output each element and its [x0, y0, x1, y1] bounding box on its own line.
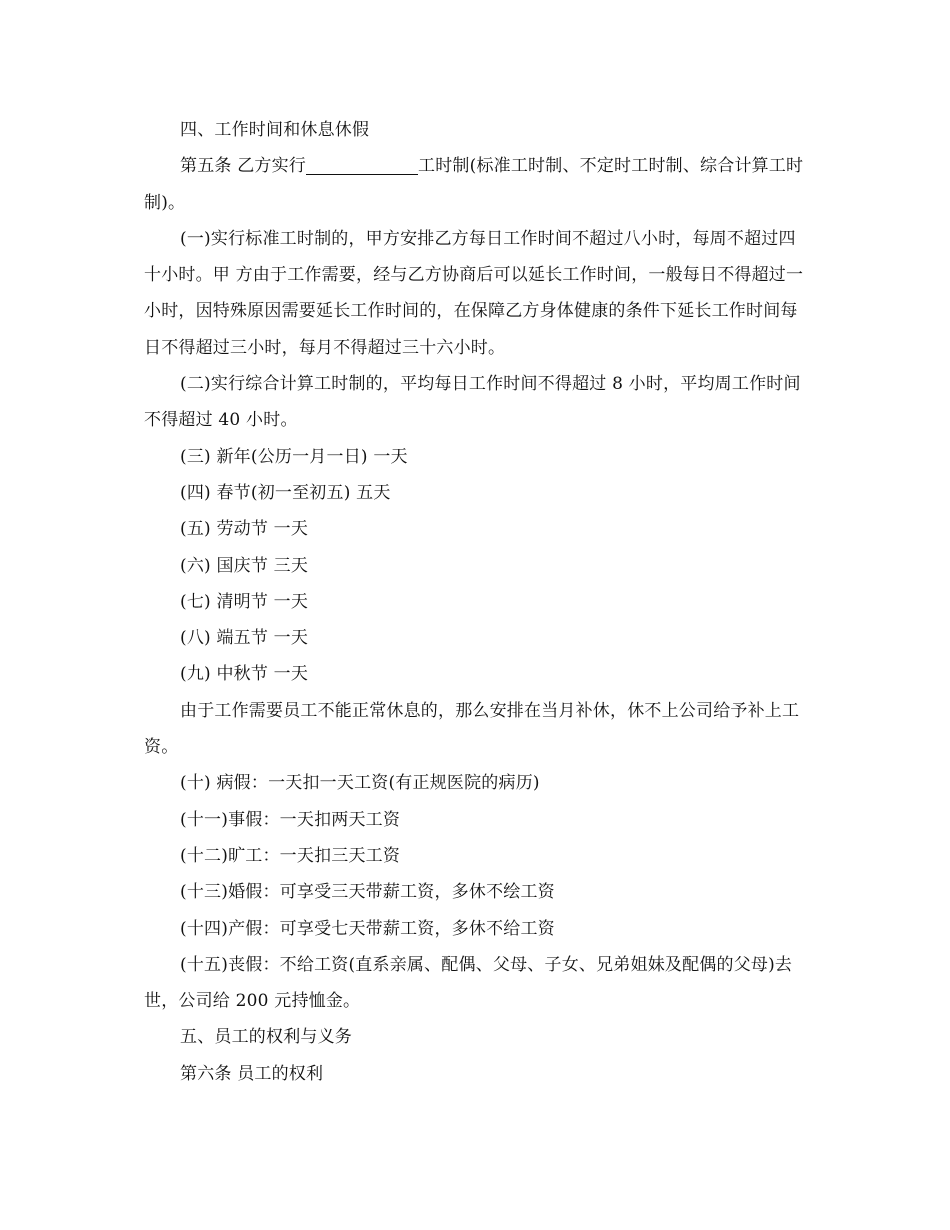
article-5	[144, 148, 804, 221]
document-body	[144, 112, 804, 1092]
leave-personal: (十一)事假：一天扣两天工资	[180, 809, 401, 830]
holiday-labor-day: (五) 劳动节 一天	[180, 519, 309, 540]
holiday-new-year: (三) 新年(公历一月一日) 一天	[180, 446, 408, 467]
holiday-national-day: (六) 国庆节 三天	[180, 555, 309, 576]
fill-in-blank	[306, 152, 418, 175]
holiday-spring-festival: (四) 春节(初一至初五) 五天	[180, 482, 391, 503]
article-5-prefix: 第五条 乙方实行	[180, 156, 307, 177]
holiday-mid-autumn: (九) 中秋节 一天	[180, 664, 309, 685]
leave-bereavement: (十五)丧假：不给工资(直系亲属、配偶、父母、子女、兄弟姐妹及配偶的父母)去世，公司给 200 元持恤金。	[144, 954, 793, 1012]
leave-maternity: (十四)产假：可享受七天带薪工资，多休不给工资	[180, 918, 555, 939]
section-heading-work-hours: 四、工作时间和休息休假	[180, 120, 370, 140]
leave-marriage: (十三)婚假：可享受三天带薪工资，多休不绘工资	[180, 882, 555, 903]
compensatory-rest-note: 由于工作需要员工不能正常休息的，那么安排在当月补休，休不上公司给予补上工资。	[144, 700, 800, 758]
article-5-suffix: 工时制(标准工时制、不定时工时制、综合计算工时制)。	[144, 156, 804, 213]
holiday-qingming: (七) 清明节 一天	[180, 591, 309, 612]
clause-standard-hours: (一)实行标准工时制的，甲方安排乙方每日工作时间不超过八小时，每周不超过四十小时。甲 方由于工作需要，经与乙方协商后可以延长工作时间，一般每日不得超过一小时，因特殊原因需要延长工作时间的，在保障乙方身体健康的条件下延长工作时间每日不得超过三小时，每月不得超过三十六小时。	[144, 228, 804, 358]
article-6-heading: 第六条 员工的权利	[180, 1063, 324, 1084]
leave-sick: (十) 病假：一天扣一天工资(有正规医院的病历)	[180, 773, 540, 794]
leave-absence: (十二)旷工：一天扣三天工资	[180, 845, 401, 866]
clause-comprehensive-hours: (二)实行综合计算工时制的，平均每日工作时间不得超过 8 小时，平均周工作时间不得超过 40 小时。	[144, 374, 801, 431]
section-heading-rights: 五、员工的权利与义务	[180, 1027, 352, 1048]
holiday-dragon-boat: (八) 端五节 一天	[180, 628, 309, 649]
